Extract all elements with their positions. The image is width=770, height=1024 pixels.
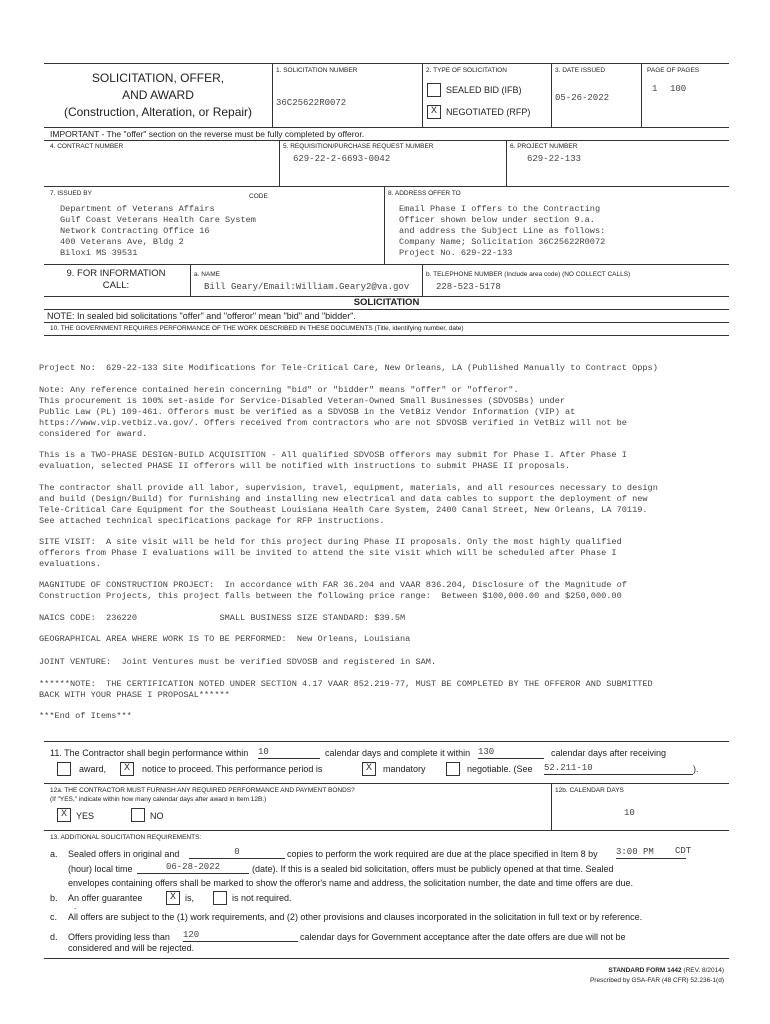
for-information-line: CALL: bbox=[102, 280, 130, 291]
sealed-bid-label: SEALED BID (IFB) bbox=[446, 85, 522, 95]
scope-paragraph: The contractor shall provide all labor, supervision, travel, equipment, materials, and all resources necessary to design and build (Design/Build) for furnishing and installing new electrical and data cables to support the deployment of new Tele-Critical Care Equipment for the Southeast Louisiana Health Care System, 2400 Canal Street, New Orleans, LA 70119. See attached technical specifications package for RFP instructions. bbox=[39, 483, 658, 526]
issued-by-label: 7. ISSUED BY bbox=[50, 190, 92, 197]
item13c-letter: c. bbox=[50, 912, 58, 922]
name-label: a. NAME bbox=[194, 271, 221, 278]
notice-to-proceed-checkbox[interactable]: X bbox=[120, 762, 134, 776]
issued-by-line: 400 Veterans Ave, Bldg 2 bbox=[60, 237, 184, 247]
address-offer-label: 8. ADDRESS OFFER TO bbox=[388, 190, 461, 197]
copies-count[interactable]: 0 bbox=[234, 847, 240, 857]
important-notice: IMPORTANT - The "offer" section on the reverse must be fully completed by offeror. bbox=[50, 129, 365, 139]
requisition-label: 5. REQUISITION/PURCHASE REQUEST NUMBER bbox=[283, 143, 434, 150]
mandatory-checkbox[interactable]: X bbox=[362, 762, 376, 776]
issued-by-line: Department of Veterans Affairs bbox=[60, 204, 215, 214]
negotiable-checkbox[interactable] bbox=[446, 762, 460, 776]
item13d-text-1: Offers providing less than bbox=[68, 932, 170, 942]
item11-text-1: 11. The Contractor shall begin performance within bbox=[50, 748, 249, 758]
for-information-label bbox=[46, 268, 186, 292]
due-date[interactable]: 06-28-2022 bbox=[165, 862, 220, 872]
date-issued-label: 3. DATE ISSUED bbox=[555, 67, 606, 74]
guarantee-is-label: is, bbox=[185, 893, 194, 903]
for-information-line: 9. FOR INFORMATION bbox=[66, 268, 166, 279]
item13b-text: An offer guarantee bbox=[68, 893, 143, 903]
item13b-letter: b. bbox=[50, 893, 58, 903]
set-aside-paragraph: Note: Any reference contained herein concerning "bid" or "bidder" means "offer" or "offeror". This procurement is 100% set-aside for Service-Disabled Veteran-Owned Small Businesses (SDVOSBs) under Public Law (PL) 109-461. Offerors must be verified as a SDVOSB in the VetBiz Vendor Information (VIP) at https://www.vip.vetbiz.va.gov/. Offers received from contractors who are not SDVOSB verified in VetBiz will not be considered for award. bbox=[39, 385, 627, 439]
item13a-text-2: copies to perform the work required are due at the place specified in Item 8 by bbox=[287, 849, 598, 859]
joint-venture-line: JOINT VENTURE: Joint Ventures must be verified SDVOSB and registered in SAM. bbox=[39, 657, 437, 667]
telephone-label: b. TELEPHONE NUMBER (Include area code) (NO COLLECT CALLS) bbox=[426, 271, 631, 278]
form-title-line-3: (Construction, Alteration, or Repair) bbox=[63, 105, 253, 119]
item13b-dot: . bbox=[74, 902, 77, 911]
solicitation-type-label: 2. TYPE OF SOLICITATION bbox=[426, 67, 507, 74]
solicitation-number[interactable]: 36C25622R0072 bbox=[276, 98, 347, 108]
solicitation-heading: SOLICITATION bbox=[353, 297, 420, 308]
form-title bbox=[50, 70, 266, 121]
form-revision: (REV. 8/2014) bbox=[683, 967, 724, 974]
issued-by-line: Biloxi MS 39531 bbox=[60, 248, 138, 258]
form-footer bbox=[590, 966, 724, 986]
item11-text-2: calendar days and complete it within bbox=[325, 748, 471, 758]
due-time[interactable]: 3:00 PM bbox=[616, 847, 654, 857]
item13a-text-4: (date). If this is a sealed bid solicitation, offers must be publicly opened at that time. Sealed bbox=[252, 864, 614, 874]
item13d-text-2: calendar days for Government acceptance after the date offers are due will not be bbox=[300, 932, 626, 942]
site-visit-paragraph: SITE VISIT: A site visit will be held for this project during Phase II proposals. Only the most highly qualified offerors from Phase I evaluations will be invited to attend the site visit which will be scheduled after Phase I evaluations. bbox=[39, 537, 622, 569]
page-number[interactable]: 1 bbox=[652, 84, 658, 94]
project-number-label: 6. PROJECT NUMBER bbox=[510, 143, 578, 150]
calendar-days-label: 12b. CALENDAR DAYS bbox=[555, 787, 624, 794]
negotiable-label: negotiable. (See bbox=[467, 764, 533, 774]
contact-name[interactable]: Bill Geary/Email:William.Geary2@va.gov bbox=[204, 282, 410, 292]
calendar-days[interactable]: 10 bbox=[624, 808, 635, 818]
award-checkbox[interactable] bbox=[57, 762, 71, 776]
address-offer-line: Officer shown below under section 9.a. bbox=[399, 215, 595, 225]
address-offer-line: and address the Subject Line as follows: bbox=[399, 226, 606, 236]
contract-number-label: 4. CONTRACT NUMBER bbox=[50, 143, 124, 150]
item13a-text-1: Sealed offers in original and bbox=[68, 849, 180, 859]
requisition-number[interactable]: 629-22-2-6693-0042 bbox=[293, 154, 391, 164]
negotiated-checkbox[interactable]: X bbox=[427, 105, 441, 119]
guarantee-is-not-checkbox[interactable] bbox=[213, 891, 227, 905]
item13d-letter: d. bbox=[50, 932, 58, 942]
item11-close: ). bbox=[693, 764, 699, 774]
project-line: Project No: 629-22-133 Site Modifications for Tele-Critical Care, New Orleans, LA (Published Manually to Contract Opps) bbox=[39, 363, 658, 373]
negotiated-label: NEGOTIATED (RFP) bbox=[446, 107, 531, 117]
guarantee-is-not-label: is not required. bbox=[232, 893, 292, 903]
complete-days[interactable]: 130 bbox=[478, 747, 495, 757]
telephone-number[interactable]: 228-523-5178 bbox=[436, 282, 501, 292]
form-number: STANDARD FORM 1442 bbox=[608, 967, 682, 974]
see-reference[interactable]: 52.211-10 bbox=[544, 763, 593, 773]
prescribed-by: Prescribed by GSA-FAR (48 CFR) 52.236-1(d) bbox=[589, 977, 724, 984]
page-of-pages-label: PAGE OF PAGES bbox=[647, 67, 700, 74]
form-title-line-2: AND AWARD bbox=[122, 88, 194, 102]
issued-by-line: Network Contracting Office 16 bbox=[60, 226, 210, 236]
issued-by-line: Gulf Coast Veterans Health Care System bbox=[60, 215, 256, 225]
item13c-text: All offers are subject to the (1) work requirements, and (2) other provisions and clauses incorporated in the solicitation in full text or by reference. bbox=[68, 912, 643, 922]
time-zone[interactable]: CDT bbox=[675, 846, 692, 856]
item13a-text-3: (hour) local time bbox=[68, 864, 133, 874]
magnitude-paragraph: MAGNITUDE OF CONSTRUCTION PROJECT: In accordance with FAR 36.204 and VAAR 836.204, Disclosure of the Magnitude of Construction Projects, this project falls between the following price range: Between $100,000.00 and $250,000.00 bbox=[39, 580, 627, 601]
code-label: CODE bbox=[249, 193, 268, 200]
bonds-yes-checkbox[interactable]: X bbox=[57, 808, 71, 822]
bonds-yes-label: YES bbox=[76, 811, 95, 821]
guarantee-is-checkbox[interactable]: X bbox=[166, 891, 180, 905]
address-offer-line: Project No. 629-22-133 bbox=[399, 248, 513, 258]
mandatory-label: mandatory bbox=[383, 764, 426, 774]
date-issued[interactable]: 05-26-2022 bbox=[555, 93, 610, 103]
address-offer-line: Email Phase I offers to the Contracting bbox=[399, 204, 601, 214]
acceptance-days[interactable]: 120 bbox=[183, 930, 200, 940]
address-offer-text bbox=[399, 204, 605, 259]
project-number[interactable]: 629-22-133 bbox=[527, 154, 582, 164]
solicitation-number-label: 1. SOLICITATION NUMBER bbox=[276, 67, 358, 74]
notice-to-proceed-label: notice to proceed. This performance period is bbox=[142, 764, 323, 774]
two-phase-paragraph: This is a TWO-PHASE DESIGN-BUILD ACQUISITION - All qualified SDVOSB offerors may submit for Phase I. After Phase I evaluation, selected PHASE II offerors will be notified with instructions to submit PHASE II proposals. bbox=[39, 450, 627, 471]
end-of-items: ***End of Items*** bbox=[39, 711, 132, 721]
item13d-text-3: considered and will be rejected. bbox=[68, 943, 195, 953]
issued-by-address bbox=[60, 204, 256, 259]
item10-label: 10. THE GOVERNMENT REQUIRES PERFORMANCE OF THE WORK DESCRIBED IN THESE DOCUMENTS (Title, identifying number, date) bbox=[50, 325, 464, 332]
item13a-letter: a. bbox=[50, 849, 58, 859]
bonds-no-label: NO bbox=[150, 811, 164, 821]
item11-text-3: calendar days after receiving bbox=[551, 748, 667, 758]
bonds-no-checkbox[interactable] bbox=[131, 808, 145, 822]
sealed-bid-checkbox[interactable] bbox=[427, 83, 441, 97]
sealed-bid-note: NOTE: In sealed bid solicitations "offer" and "offeror" mean "bid" and "bidder". bbox=[47, 311, 356, 321]
award-label: award, bbox=[79, 764, 107, 774]
address-offer-line: Company Name; Solicitation 36C25622R0072 bbox=[399, 237, 606, 247]
geographic-area-line: GEOGRAPHICAL AREA WHERE WORK IS TO BE PERFORMED: New Orleans, Louisiana bbox=[39, 634, 411, 644]
item12a-sublabel: (If "YES," indicate within how many calendar days after award in Item 12B.) bbox=[50, 796, 267, 803]
item13a-text-5: envelopes containing offers shall be marked to show the offeror's name and address, the solicitation number, the date and time offers are due. bbox=[68, 878, 634, 888]
item12a-label: 12a. THE CONTRACTOR MUST FURNISH ANY REQUIRED PERFORMANCE AND PAYMENT BONDS? bbox=[50, 787, 355, 794]
naics-line: NAICS CODE: 236220 SMALL BUSINESS SIZE STANDARD: $39.5M bbox=[39, 613, 406, 623]
form-title-line-1: SOLICITATION, OFFER, bbox=[91, 71, 225, 85]
total-pages[interactable]: 100 bbox=[670, 84, 687, 94]
item13-label: 13. ADDITIONAL SOLICITATION REQUIREMENTS: bbox=[50, 834, 202, 841]
certification-note: ******NOTE: THE CERTIFICATION NOTED UNDER SECTION 4.17 VAAR 852.219-77, MUST BE COMPLETED BY THE OFFEROR AND SUBMITTED BACK WITH YOUR PHASE I PROPOSAL****** bbox=[39, 679, 653, 700]
begin-days[interactable]: 10 bbox=[258, 747, 269, 757]
